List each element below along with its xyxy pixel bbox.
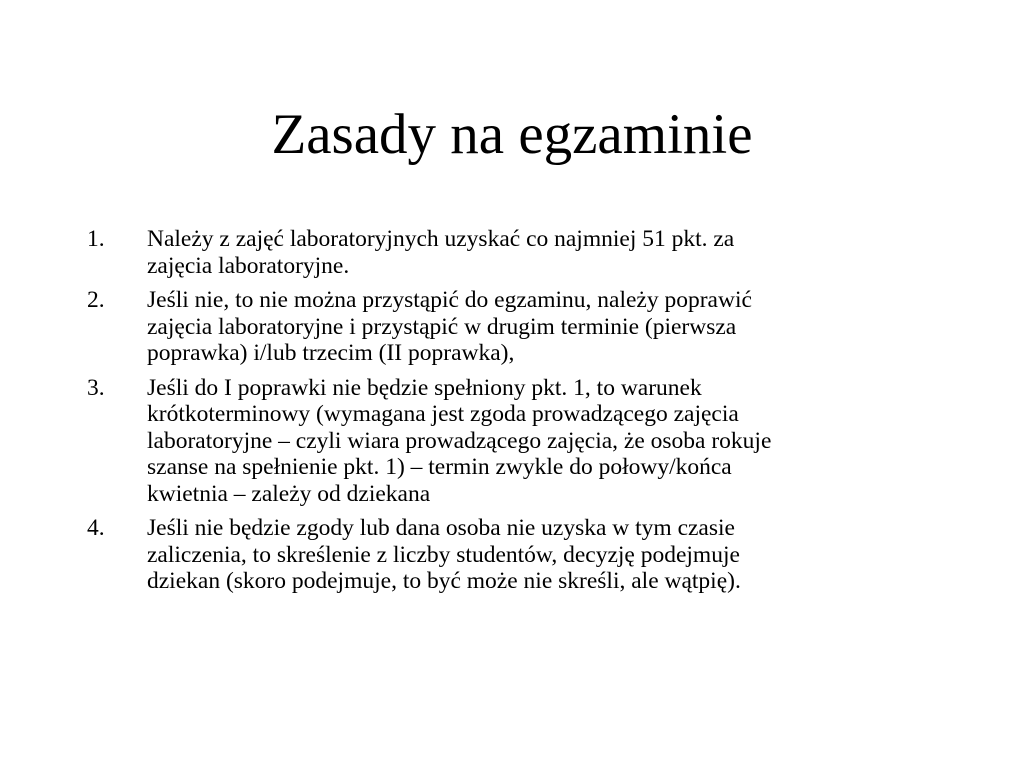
list-item [87, 287, 917, 367]
list-item-text: Jeśli nie, to nie można przystąpić do egzaminu, należy poprawić zajęcia laboratoryjne i przystąpić w drugim terminie (pierwsza poprawka) i/lub trzecim (II poprawka), [147, 287, 752, 366]
list-item-text: Jeśli nie będzie zgody lub dana osoba nie uzyska w tym czasie zaliczenia, to skreślenie z liczby studentów, decyzję podejmuje dziekan (skoro podejmuje, to być może nie skreśli, ale wątpię). [147, 515, 741, 594]
list-item [87, 515, 917, 595]
list-item-number: 4. [87, 515, 105, 541]
list-item [87, 375, 917, 508]
list-item-number: 1. [87, 226, 105, 252]
list-item-text: Należy z zajęć laboratoryjnych uzyskać co najmniej 51 pkt. za zajęcia laboratoryjne. [147, 226, 735, 279]
rules-list [87, 226, 917, 603]
list-item-text: Jeśli do I poprawki nie będzie spełniony pkt. 1, to warunek krótkoterminowy (wymagana jest zgoda prowadzącego zajęcia laboratoryjne – czyli wiara prowadzącego zajęcia, że osoba rokuje szanse na spełnienie pkt. 1) – termin zwykle do połowy/końca kwietnia – zależy od dziekana [147, 374, 772, 507]
list-item [87, 226, 917, 279]
list-item-number: 2. [87, 287, 105, 313]
list-item-number: 3. [87, 374, 105, 401]
slide-title: Zasady na egzaminie [271, 103, 753, 166]
